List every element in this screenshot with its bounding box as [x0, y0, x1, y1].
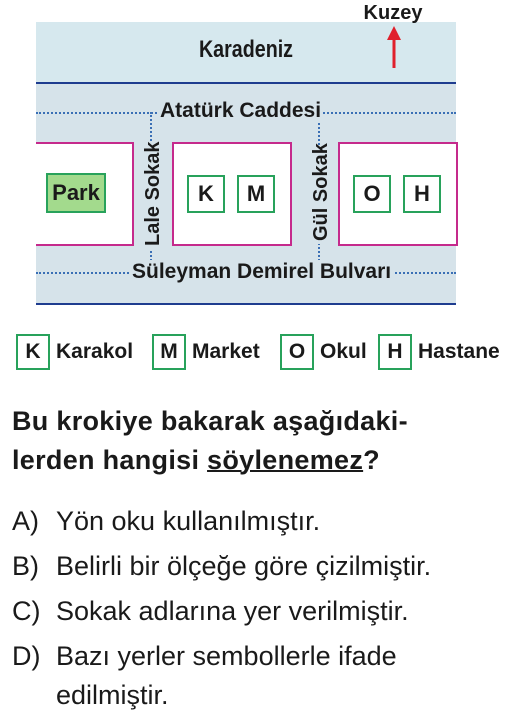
legend-label-hastane: Hastane	[418, 340, 500, 363]
north-arrow-icon	[358, 2, 428, 72]
option-d-text: Bazı yerler sembollerle ifade	[56, 641, 397, 671]
question-line-2	[12, 441, 512, 480]
legend-label-okul: Okul	[320, 340, 367, 363]
question-keyword: söylenemez	[207, 445, 364, 475]
legend-label-karakol: Karakol	[56, 340, 134, 363]
option-a-letter: A)	[12, 506, 39, 536]
legend-key-m: M	[152, 334, 186, 370]
street-label-ataturk: Atatürk Caddesi	[160, 99, 322, 122]
sea-label: Karadeniz	[198, 36, 294, 63]
question-line-1: Bu krokiye bakarak aşağıdaki-	[12, 406, 408, 436]
option-c-text: Sokak adlarına yer verilmiştir.	[56, 596, 409, 626]
map-symbol-o: O	[353, 175, 391, 213]
street-label-suleyman-demirel: Süleyman Demirel Bulvarı	[132, 260, 392, 283]
option-d[interactable]	[12, 637, 512, 675]
question-line-2-prefix: lerden hangisi	[12, 445, 208, 475]
legend-item-okul	[280, 334, 367, 370]
north-label: Kuzey	[363, 2, 423, 24]
question-mark: ?	[363, 445, 380, 475]
option-b-text: Belirli bir ölçeğe göre çizilmiştir.	[56, 551, 432, 581]
legend-label-market: Market	[192, 340, 260, 363]
legend-item-hastane	[378, 334, 500, 370]
park-symbol: Park	[46, 173, 106, 213]
option-a-text: Yön oku kullanılmıştır.	[56, 506, 321, 536]
sketch-map	[0, 0, 523, 315]
map-symbol-m: M	[237, 175, 275, 213]
map-bottom-border	[36, 303, 456, 305]
map-symbol-k: K	[187, 175, 225, 213]
street-label-gul: Gül Sokak	[310, 148, 332, 244]
option-a[interactable]	[12, 502, 512, 540]
option-c[interactable]	[12, 592, 512, 630]
option-b-letter: B)	[12, 551, 39, 581]
street-label-lale: Lale Sokak	[142, 143, 164, 249]
legend-key-h: H	[378, 334, 412, 370]
option-d-text-continued: edilmiştir.	[56, 680, 169, 710]
legend-item-karakol	[16, 334, 133, 370]
option-b[interactable]	[12, 547, 512, 585]
legend-item-market	[152, 334, 260, 370]
option-d-letter: D)	[12, 641, 41, 671]
map-symbol-h: H	[403, 175, 441, 213]
question-text	[12, 402, 512, 480]
north-indicator	[358, 2, 428, 72]
legend-key-k: K	[16, 334, 50, 370]
option-c-letter: C)	[12, 596, 41, 626]
legend-key-o: O	[280, 334, 314, 370]
